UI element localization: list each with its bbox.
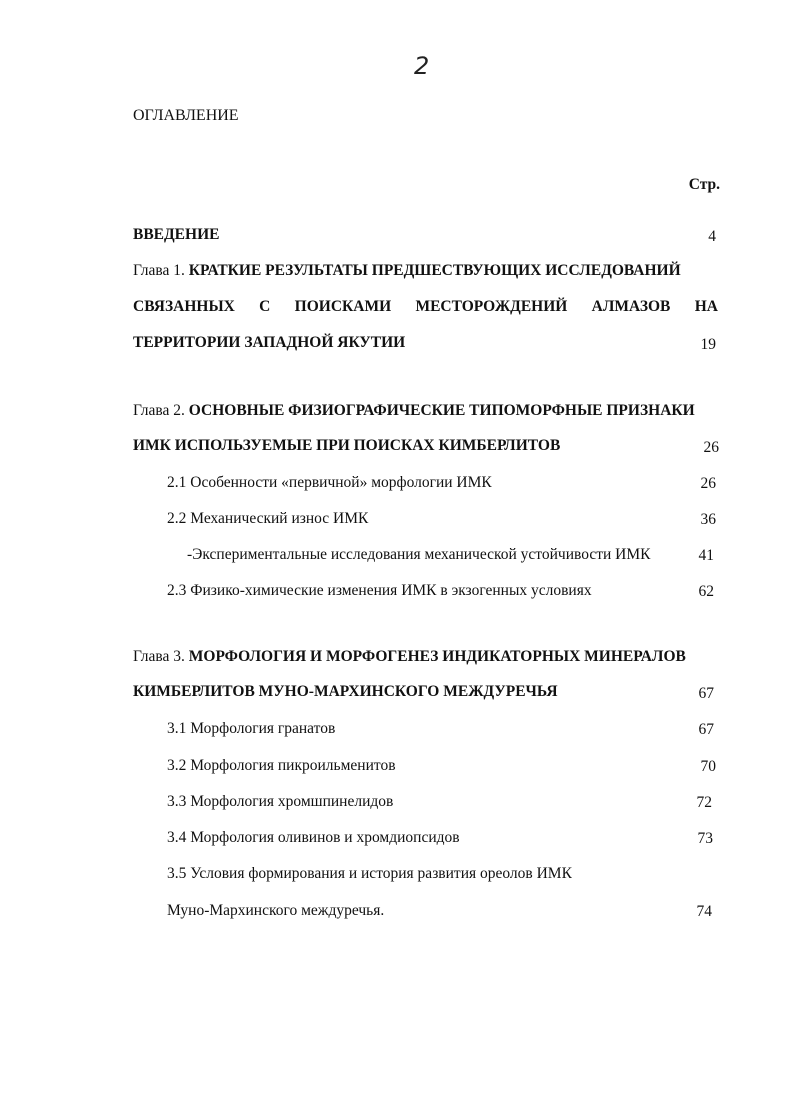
chapter-2-title-part-1: ОСНОВНЫЕ ФИЗИОГРАФИЧЕСКИЕ ТИПОМОРФНЫЕ ПРИЗНАКИ — [188, 402, 695, 419]
section-3-4-page: 73 — [697, 830, 713, 847]
chapter-2-line-1 — [133, 402, 695, 420]
chapter-1-title-part-1: КРАТКИЕ РЕЗУЛЬТАТЫ ПРЕДШЕСТВУЮЩИХ ИССЛЕДОВАНИЙ — [188, 262, 681, 279]
section-2-1-title: 2.1 Особенности «первичной» морфологии ИМК — [167, 474, 492, 491]
page-column-label: Стр. — [688, 176, 720, 193]
section-2-2-sub-title: -Экспериментальные исследования механической устойчивости ИМК — [187, 546, 651, 563]
section-2-2-title: 2.2 Механический износ ИМК — [167, 510, 369, 527]
section-3-1-page: 67 — [698, 721, 714, 738]
section-2-3-page: 62 — [698, 583, 714, 600]
section-3-5-page: 74 — [696, 903, 712, 920]
chapter-3-line-1 — [133, 648, 686, 666]
chapter-2-page: 26 — [703, 439, 719, 456]
chapter-2-prefix: Глава 2. — [133, 402, 185, 419]
handwritten-page-number: 2 — [414, 52, 430, 80]
section-3-5-title-cont: Муно-Мархинского междуречья. — [167, 902, 385, 919]
section-2-3-title: 2.3 Физико-химические изменения ИМК в экзогенных условиях — [167, 582, 592, 599]
chapter-1-line-2 — [133, 298, 718, 316]
section-3-2-title: 3.2 Морфология пикроильменитов — [167, 757, 396, 774]
section-3-4-title: 3.4 Морфология оливинов и хромдиопсидов — [167, 829, 460, 846]
chapter-1-line-1 — [133, 262, 681, 280]
chapter-1-prefix: Глава 1. — [133, 262, 185, 279]
section-3-2-page: 70 — [700, 758, 716, 775]
chapter-2-title-part-2: ИМК ИСПОЛЬЗУЕМЫЕ ПРИ ПОИСКАХ КИМБЕРЛИТОВ — [133, 437, 561, 454]
chapter-3-prefix: Глава 3. — [133, 648, 185, 665]
section-2-2-sub-page: 41 — [698, 547, 714, 564]
intro-page: 4 — [708, 228, 716, 245]
intro-title: ВВЕДЕНИЕ — [133, 226, 220, 243]
section-2-2-page: 36 — [700, 511, 716, 528]
section-2-1-page: 26 — [700, 475, 716, 492]
chapter-3-page: 67 — [698, 685, 714, 702]
chapter-1-word: ПОИСКАМИ — [294, 298, 392, 315]
chapter-1-word: СВЯЗАННЫХ — [133, 298, 235, 315]
chapter-1-word: НА — [694, 298, 718, 315]
chapter-3-title-part-2: КИМБЕРЛИТОВ МУНО-МАРХИНСКОГО МЕЖДУРЕЧЬЯ — [133, 683, 558, 700]
toc-heading: ОГЛАВЛЕНИЕ — [133, 107, 239, 124]
section-3-5-title: 3.5 Условия формирования и история развития ореолов ИМК — [167, 865, 572, 882]
section-3-3-page: 72 — [696, 794, 712, 811]
chapter-1-word: АЛМАЗОВ — [591, 298, 671, 315]
chapter-1-word: С — [259, 298, 271, 315]
chapter-3-title-part-1: МОРФОЛОГИЯ И МОРФОГЕНЕЗ ИНДИКАТОРНЫХ МИНЕРАЛОВ — [188, 648, 686, 665]
chapter-1-title-part-3: ТЕРРИТОРИИ ЗАПАДНОЙ ЯКУТИИ — [133, 334, 406, 351]
section-3-1-title: 3.1 Морфология гранатов — [167, 720, 336, 737]
section-3-3-title: 3.3 Морфология хромшпинелидов — [167, 793, 394, 810]
chapter-1-word: МЕСТОРОЖДЕНИЙ — [415, 298, 568, 315]
chapter-1-page: 19 — [700, 336, 716, 353]
